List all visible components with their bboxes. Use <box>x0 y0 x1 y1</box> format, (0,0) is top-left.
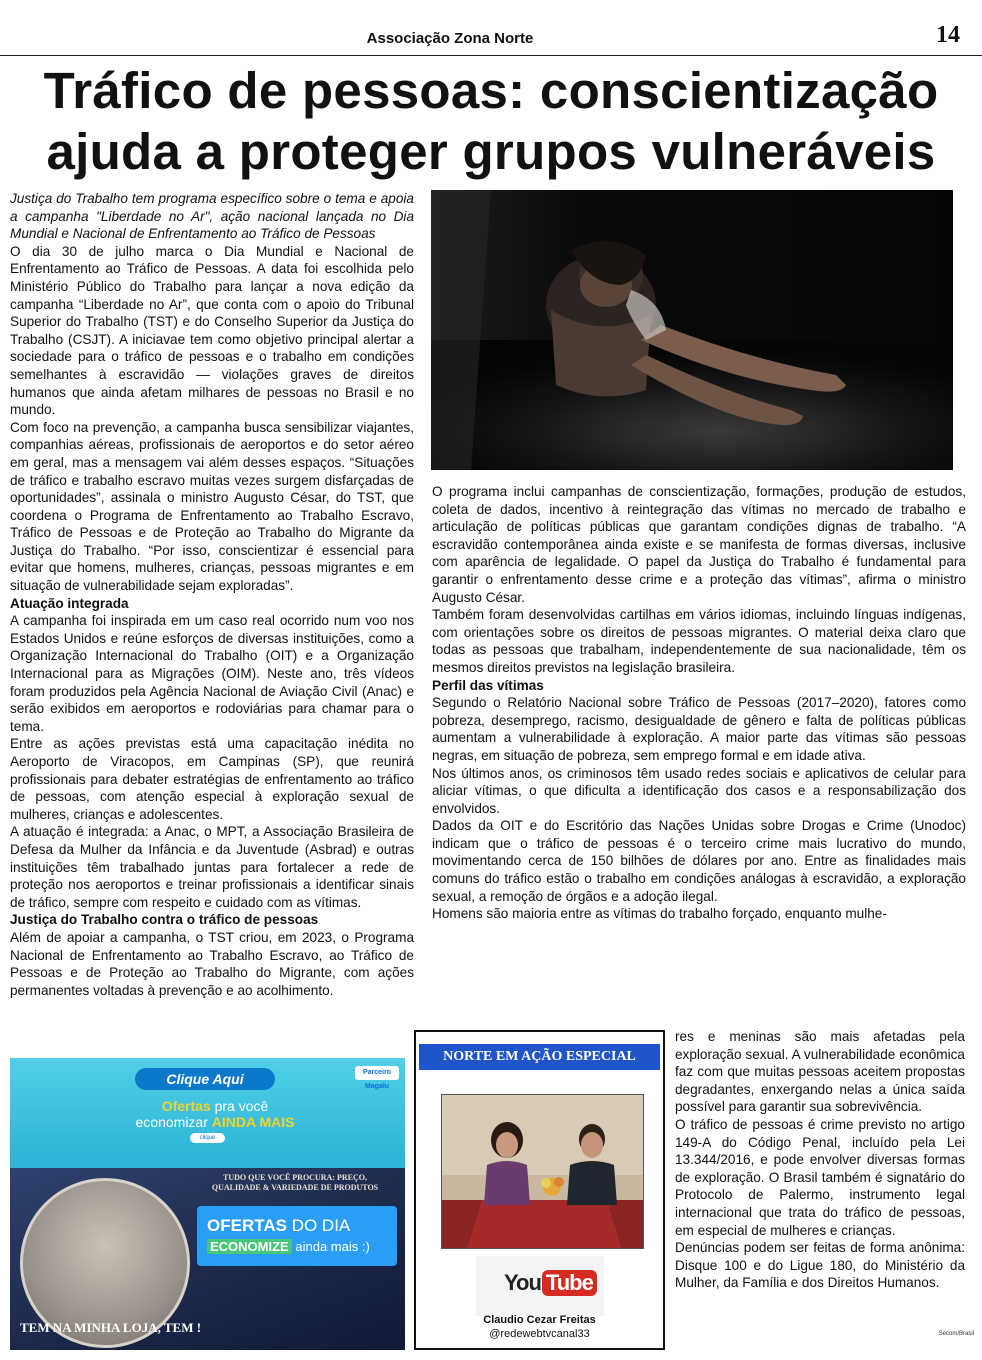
headline-line-2: ajuda a proteger grupos vulneráveis <box>46 123 936 180</box>
ad-economize: ECONOMIZE <box>207 1239 292 1254</box>
ad-offer-subtitle <box>110 1114 320 1130</box>
article-paragraph: Com foco na prevenção, a campanha busca sensibilizar viajantes, companhias aéreas, profissionais de aeroportos e do setor aéreo em geral, mas a mensagem vai além desses espaços. “Situações de tráfico e trabalho escravo muitas vezes surgem disfarçadas de oportunidades”, assinala o ministro Augusto César, do TST, que coordena o Programa de Enfrentamento ao Trabalho Escravo, Tráfico de Pessoas e de Proteção ao Trabalho do Migrante da Justiça do Trabalho. “Por isso, conscientizar é essencial para evitar que homens, mulheres, crianças, pessoas migrantes e em situação de vulnerabilidade sejam exploradas”. <box>10 419 414 594</box>
ad-bottom-slogan: TEM NA MINHA LOJA, TEM ! <box>20 1320 202 1335</box>
advertisement-banner[interactable] <box>10 1058 405 1350</box>
youtube-logo[interactable] <box>504 1270 597 1296</box>
article-column-continued <box>675 1028 965 1292</box>
subhead-atuacao-integrada: Atuação integrada <box>10 595 129 611</box>
ad-tagline: TUDO QUE VOCÊ PROCURA: PREÇO, QUALIDADE & VARIEDADE DE PRODUTOS <box>211 1173 379 1192</box>
article-column-left <box>10 190 414 999</box>
article-paragraph: O programa inclui campanhas de conscientização, formações, produção de estudos, coleta de dados, incentivo à reintegração das vítimas no mercado de trabalho e articulação de políticas públicas que garantam condições dignas de trabalho. “A escravidão contemporânea ainda existe e se manifesta de formas diversas, inclusive com aparência de legalidade. O papel da Justiça do Trabalho é fundamental para garantir o enfrentamento desse crime e a proteção das vítimas”, afirma o ministro Augusto César. <box>432 484 966 605</box>
promo-title-bar: NORTE EM AÇÃO ESPECIAL <box>419 1044 660 1070</box>
article-paragraph: Segundo o Relatório Nacional sobre Tráfico de Pessoas (2017–2020), fatores como pobreza, desemprego, racismo, desigualdade de gênero e falta de políticas públicas aumentam a vulnerabilidade à exploração. A maior parte das vítimas são pessoas negras, em situação de pobreza, sem emprego formal e em idade ativa. <box>432 695 966 763</box>
promo-box <box>414 1030 665 1350</box>
ad-offer-sub-text: economizar <box>135 1114 208 1130</box>
headline-line-1: Tráfico de pessoas: conscientização <box>43 62 939 119</box>
ad-offer-title <box>110 1098 320 1114</box>
article-photo <box>431 190 953 470</box>
article-paragraph: Além de apoiar a campanha, o TST criou, em 2023, o Programa Nacional de Enfrentamento ao Trabalho Escravo, ao Tráfico de Pessoas e de Proteção ao Trabalho do Migrante, com ações permanentes voltadas à prevenção e ao acolhimento. <box>10 929 414 998</box>
ad-daily-offers-panel[interactable] <box>197 1206 397 1266</box>
article-paragraph: Também foram desenvolvidas cartilhas em vários idiomas, incluindo línguas indígenas, com orientações sobre os direitos de pessoas migrantes. O material deixa claro que todas as pessoas que trabalham, independentemente de sua nacionalidade, têm os mesmos direitos previstos na legislação brasileira. <box>432 607 966 675</box>
headline <box>10 60 972 182</box>
page-number: 14 <box>936 22 960 48</box>
promo-photo-illustration <box>442 1095 644 1249</box>
article-lead: Justiça do Trabalho tem programa específico sobre o tema e apoia a campanha "Liberdade no Ar", ação nacional lançada no Dia Mundial e Nacional de Enfrentamento ao Tráfico de Pessoas <box>10 191 414 242</box>
article-photo-illustration <box>431 190 953 470</box>
ad-offer-sub-bold: AINDA MAIS <box>211 1114 295 1130</box>
article-paragraph: Entre as ações previstas está uma capacitação inédita no Aeroporto de Viracopos, em Campinas (SP), que reunirá profissionais para debater estratégias de enfrentamento ao tráfico de pessoas, com atenção especial à exploração sexual de mulheres, crianças e adolescentes. <box>10 736 414 822</box>
article-paragraph: Denúncias podem ser feitas de forma anônima: Disque 100 e do Ligue 180, do Ministério da Mulher, da Família e dos Direitos Humanos. <box>675 1240 965 1291</box>
article-paragraph: res e meninas são mais afetadas pela exploração sexual. A vulnerabilidade econômica faz com que muitas pessoas aceitem propostas degradantes, enxergando nelas a única saída possível para garantir sua sobrevivência. <box>675 1029 965 1115</box>
ad-click-button[interactable]: Clique Aqui <box>135 1068 275 1090</box>
article-paragraph: A campanha foi inspirada em um caso real ocorrido num voo nos Estados Unidos e reúne esforços de diversas instituições, como a Organização Internacional do Trabalho (OIT) e a Organização Internacional para as Migrações (OIM). Neste ano, três vídeos foram produzidos pela Agência Nacional de Aviação Civil (Anac) e serão exibidos em aeroportos e rodoviárias para chamar para o tema. <box>10 613 414 734</box>
promo-photo <box>441 1094 644 1249</box>
ad-dia-sub-rest: ainda mais :) <box>295 1239 370 1254</box>
ad-daily-offers-title <box>207 1216 387 1236</box>
subhead-justica-do-trabalho: Justiça do Trabalho contra o tráfico de pessoas <box>10 912 319 928</box>
ad-offer-word: Ofertas <box>161 1098 211 1114</box>
ad-brand-badge: Parceiro Magalu <box>355 1066 399 1080</box>
article-paragraph: A atuação é integrada: a Anac, o MPT, a Associação Brasileira de Defesa da Mulher da Infância e da Juventude (Asbrad) e outras instituições têm trabalhado juntas para fortalecer a rede de proteção nos aeroportos e treinar profissionais a identificar sinais de tráfico, sempre com respeito e cuidado com as vítimas. <box>10 824 414 910</box>
article-paragraph: Nos últimos anos, os criminosos têm usado redes sociais e aplicativos de celular para aliciar vítimas, o que dificulta a identificação dos casos e a responsabilização dos envolvidos. <box>432 765 966 816</box>
ad-offer-rest: pra você <box>214 1098 269 1114</box>
ad-dia-rest: DO DIA <box>291 1216 351 1235</box>
header-divider <box>0 55 982 56</box>
article-column-right <box>432 483 966 923</box>
publication-name: Associação Zona Norte <box>366 30 534 47</box>
article-paragraph: Homens são maioria entre as vítimas do trabalho forçado, enquanto mulhe- <box>432 906 887 922</box>
photo-credit: Secom/Brasil <box>938 1331 974 1337</box>
promo-person-name: Claudio Cezar Freitas <box>483 1314 596 1326</box>
youtube-you: You <box>504 1270 541 1295</box>
article-paragraph: O tráfico de pessoas é crime previsto no artigo 149-A do Código Penal, incluído pela Lei 13.344/2016, e pode envolver diversas formas de exploração. O Brasil também é signatário do Protocolo de Palermo, instrumento legal internacional que trata do tráfico de pessoas, em especial de mulheres e crianças. <box>675 1116 965 1238</box>
article-paragraph: Dados da OIT e do Escritório das Nações Unidas sobre Drogas e Crime (Unodoc) indicam que o tráfico de pessoas é o terceiro crime mais lucrativo do mundo, movimentando cerca de 150 bilhões de dólares por ano. Entre as finalidades mais comuns do tráfico estão o trabalho em condições análogas à escravidão, a exploração sexual, a remoção de órgãos e a adoção ilegal. <box>432 818 966 904</box>
promo-channel-handle[interactable]: @redewebtvcanal33 <box>489 1328 590 1340</box>
youtube-tube: Tube <box>542 1270 597 1296</box>
ad-mini-button[interactable]: clique <box>190 1133 225 1143</box>
ad-dia-word: OFERTAS <box>207 1216 287 1235</box>
article-paragraph: O dia 30 de julho marca o Dia Mundial e Nacional de Enfrentamento ao Tráfico de Pessoas. A data foi escolhida pelo Ministério Público do Trabalho para lançar a nova edição da campanha “Liberdade no Ar”, que conta com o apoio do Tribunal Superior do Trabalho (TST) e do Conselho Superior da Justiça do Trabalho (CSJT). A iniciavae tem como objetivo principal alertar a sociedade para o tráfico de pessoas e o trabalho em condições semelhantes à escravidão — violações graves de direitos humanos que ainda afetam milhares de pessoas no Brasil e no mundo. <box>10 243 414 418</box>
ad-daily-offers-subtitle <box>207 1238 387 1256</box>
subhead-perfil-das-vitimas: Perfil das vítimas <box>432 677 544 693</box>
